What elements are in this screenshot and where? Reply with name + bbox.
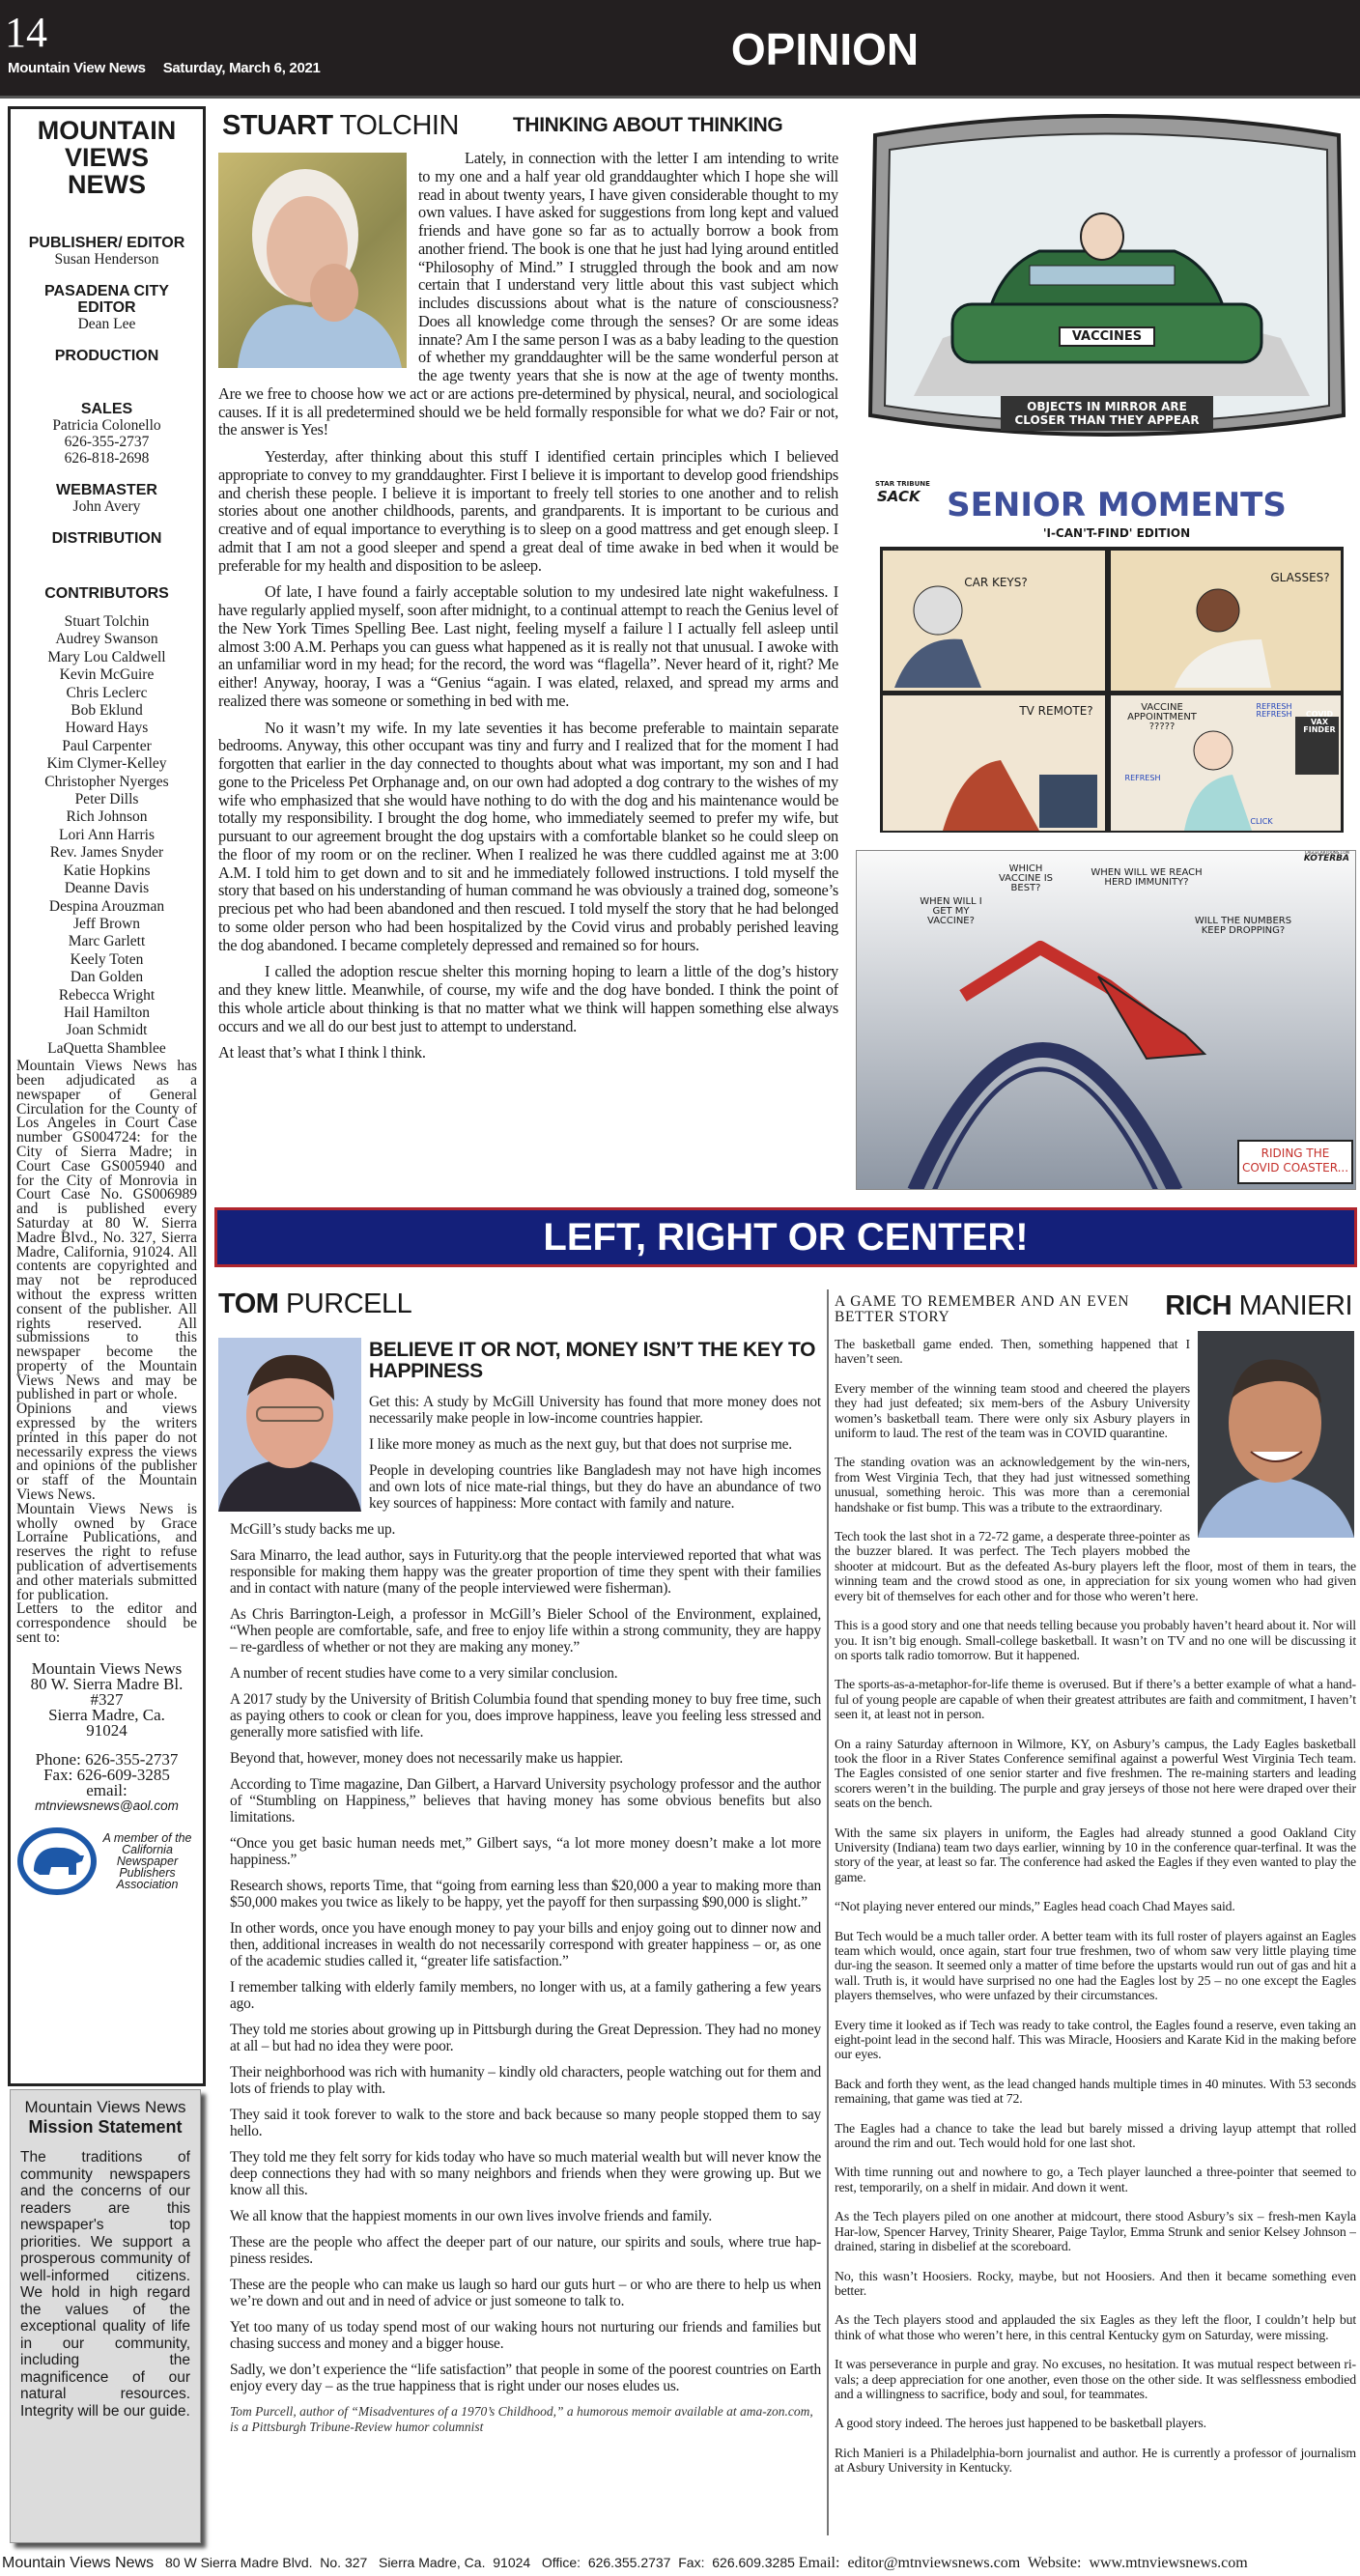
- paragraph: “Once you get basic human needs met,” Gilbert says, “a lot more money doesn’t make a lot more happiness.”: [230, 1835, 821, 1868]
- paragraph: Get this: A study by McGill University has found that more money does not necessarily make people in low-income countries happier.: [369, 1394, 821, 1427]
- section-title: OPINION: [730, 24, 920, 74]
- contributor-name: Hail Hamilton: [63, 1004, 151, 1021]
- contributor-name: Rich Johnson: [66, 808, 148, 826]
- paragraph: We all know that the happiest moments in our own lives involve friends and family.: [230, 2208, 712, 2224]
- article-body: [216, 1394, 821, 2394]
- contributor-name: Dan Golden: [70, 969, 144, 986]
- cnpa-member: [16, 1826, 197, 1896]
- author-photo: [218, 1338, 361, 1512]
- headline: A GAME TO REMEMBER AND AN EVEN BETTER STORY: [835, 1293, 1129, 1325]
- contributor-name: Kim Clymer-Kelley: [46, 755, 167, 773]
- contributor-name: Marc Garlett: [68, 933, 146, 950]
- contributor-name: Howard Hays: [65, 720, 149, 737]
- paragraph: Tech took the last shot in a 72-72 game, a desperate three-pointer as the buzzer blared. It was perfect. The Tech players mobbed the shooter at midcourt. But as the defeated As-bury players left the floor, most of them in tears, the winning team and the crowd stood as one, in appreciation for six young women who had given every bit of themselves for each other and for those who weren’t here.: [835, 1529, 1356, 1603]
- staff-phone: 626-355-2737: [64, 434, 150, 450]
- author-first: STUART: [222, 110, 333, 141]
- manieri-column: [835, 1287, 1356, 2547]
- author-photo: [1198, 1331, 1354, 1538]
- speech-bubble: VACCINE APPOINTMENT ?????: [1127, 702, 1197, 732]
- paragraph: The sports-as-a-metaphor-for-life theme is overused. But if there’s a better example of what a hand-ful of young people are capable of when their greatest attributes are faith and commitment, I haven’t seen it, at least not in person.: [835, 1677, 1356, 1722]
- page-header: [0, 0, 1360, 99]
- cartoon-title: SENIOR MOMENTS: [947, 486, 1287, 524]
- footer-contact[interactable]: Email: editor@mtnviewsnews.com Website: www.mtnviewsnews.com: [798, 2555, 1248, 2571]
- staff-role: PASADENA CITY EDITOR: [44, 283, 169, 316]
- cnpa-text: A member of the California Newspaper Publishers Association: [102, 1830, 192, 1891]
- paragraph: I called the adoption rescue shelter this morning hoping to learn a little of the dog’s history and they knew little. Meanwhile, of course, my wife and the dog have bonded. I think the point of this whole article about thinking is that no matter what we think will happen something else always occurs and we all do our best just to attempt to understand.: [218, 962, 838, 1035]
- footer-paper-name: Mountain Views News: [2, 2555, 155, 2571]
- address-line: Sierra Madre, Ca.: [48, 1705, 165, 1724]
- page-number: 14: [5, 9, 47, 56]
- paragraph: Yet too many of us today spend most of our waking hours not nurturing our friends and families but chasing success and money and a bigger house.: [230, 2319, 821, 2352]
- cartoon-senior-moments: [856, 475, 1356, 840]
- mission-title: Mission Statement: [28, 2117, 183, 2137]
- cartoon-caption: RIDING THE COVID COASTER...: [1241, 1146, 1349, 1175]
- staff-phone: 626-818-2698: [64, 450, 150, 467]
- staff-role: SALES: [80, 401, 133, 417]
- paragraph: Their neighborhood was rich with humanity – kindly old characters, people watching out for them and lots of friends to play with.: [230, 2064, 821, 2097]
- paragraph: People in developing countries like Bangladesh may not have high incomes and own lots of nice mate-rial things, but they do have an abundance of two key sources of happiness: More contact with family and nature.: [369, 1462, 821, 1512]
- paragraph: Back and forth they went, as the lead changed hands multiple times in 40 minutes. With 53 seconds remaining, that game was tied at 72.: [835, 2076, 1356, 2107]
- paragraph: According to Time magazine, Dan Gilbert, a Harvard University psychology professor and the author of “Stumbling on Happiness,” believes that having money has some obvious benefits but also limitations.: [230, 1776, 821, 1826]
- author-last: TOLCHIN: [339, 110, 459, 141]
- mirror-caption: OBJECTS IN MIRROR ARE CLOSER THAN THEY APPEAR: [1001, 396, 1213, 431]
- paragraph: They told me they felt sorry for kids today who have so much material wealth but will never know the deep connections they had with so many neighbors and friends when they were growing up. But we know all this.: [230, 2149, 821, 2198]
- staff-webmaster: [16, 482, 197, 515]
- purcell-column: [216, 1285, 821, 2545]
- staff-role: DISTRIBUTION: [51, 530, 162, 547]
- staff-production: [16, 348, 197, 364]
- paragraph: This is a good story and one that needs telling because you probably haven’t heard about it. Nor will you. It isn’t big enough. Small-college basketball. It wasn’t on TV and no one will be discussing it on sports talk radio tomorrow. But it happened.: [835, 1618, 1356, 1662]
- masthead-title: [16, 117, 197, 198]
- paragraph: With time running out and nowhere to go, a Tech player launched a three-pointer that seemed to rest, temporarily, on a shelf in midair. And down it went.: [835, 2165, 1356, 2194]
- paragraph: The standing ovation was an acknowledgement by the win-ners, from West Virginia Tech, that they had just witnessed something unusual, something heroic. This was more than a ceremonial handshake or fist bump. This was a tribute to the extraordinary.: [835, 1455, 1190, 1514]
- contributor-name: Mary Lou Caldwell: [47, 648, 166, 665]
- article-body: [218, 150, 838, 1071]
- staff-role: CONTRIBUTORS: [44, 585, 169, 602]
- contributor-name: Christopher Nyerges: [44, 773, 169, 790]
- contributor-name: Kevin McGuire: [59, 666, 155, 684]
- staff-name: Patricia Colonello: [52, 417, 161, 434]
- paragraph: As the Tech players stood and applauded the six Eagles as they left the floor, I couldn’t help but think of what those who weren’t here, in this central Kentucky gym on Saturday, were missing.: [835, 2312, 1356, 2342]
- page-footer: [0, 2550, 1360, 2575]
- staff-role: PRODUCTION: [54, 348, 159, 364]
- staff-pasadena-editor: [16, 283, 197, 332]
- contributor-name: Keely Toten: [70, 950, 144, 968]
- legal-paragraph: Mountain Views News has been adjudicated as a newspaper of General Circulation for the County of Los Angeles in Court Case number GS004724: for the City of Sierra Madre; in Court Case GS005940 and for the City of Monrovia in Court Case No. GS006989 and is published every Saturday at 80 W. Sierra Madre Blvd., No. 327, Sierra Madre, California, 91024. All contents are copyrighted and may not be reproduced without the express written consent of the publisher. All rights reserved. All submissions to this newspaper become the property of the Mountain Views News and may be published in part or whole.: [16, 1058, 197, 1403]
- paragraph: Every member of the winning team stood and cheered the players they had just defeated; six mem-bers of the Asbury University women’s basketball team. There were only six Asbury players in uniform to laud. The rest of the team was in COVID quarantine.: [835, 1380, 1190, 1441]
- paragraph: It was perseverance in purple and gray. No excuses, no hesitation. It was mutual respect between ri-vals; a deep appreciation for one another, even those on the other side. It was selflessness embodied and a willingness to sacrifice, body and soul, for teammates.: [835, 2357, 1356, 2401]
- paragraph: A number of recent studies have come to a very similar conclusion.: [230, 1665, 618, 1682]
- paragraph: But Tech would be a much taller order. A better team with its full roster of players against an Eagles team which would, once again, start four true freshmen, two of whom saw very little playing time dur-ing the season. It seemed only a matter of time before the upstarts would run out of gas and hit a wall. Truth is, it would have surprised no one had the Eagles lost by 25 – no one except the Eagles players themselves, who were unfazed by their circumstances.: [835, 1928, 1356, 2003]
- cartoon-sfx: REFRESH: [1124, 774, 1161, 782]
- contributor-name: Chris Leclerc: [66, 684, 148, 701]
- contributor-name: Stuart Tolchin: [64, 613, 150, 630]
- paragraph: I remember talking with elderly family members, no longer with us, at a family gathering a few years ago.: [230, 1979, 821, 2012]
- tolchin-column: [218, 104, 838, 1201]
- legal-paragraph: Mountain Views News is wholly owned by Grace Lorraine Publications, and reserves the right to refuse publication of advertisements and other materials submitted for publication.: [16, 1500, 197, 1603]
- staff-publisher: [16, 235, 197, 268]
- staff-name: John Avery: [72, 498, 141, 515]
- masthead-line: NEWS: [68, 170, 146, 199]
- section-banner: LEFT, RIGHT OR CENTER!: [214, 1207, 1357, 1267]
- paragraph: They said it took forever to walk to the store and back because so many people stopped them to say hello.: [230, 2107, 821, 2139]
- contributor-name: Katie Hopkins: [63, 862, 151, 879]
- contributor-name: Jeff Brown: [72, 915, 141, 932]
- speech-bubble: WHEN WILL WE REACH HERD IMMUNITY?: [1091, 867, 1203, 888]
- cartoon-subtitle: 'I-CAN'T-FIND' EDITION: [1042, 526, 1191, 540]
- email-label: email:: [86, 1780, 128, 1799]
- paragraph: Rich Manieri is a Philadelphia-born journalist and author. He is currently a professor of journalism at Asbury University in Kentucky.: [835, 2445, 1356, 2476]
- author-byline: [222, 110, 459, 142]
- paragraph: These are the people who affect the deeper part of our nature, our spirits and souls, where true hap-piness resides.: [230, 2234, 821, 2267]
- email-link[interactable]: mtnviewsnews@aol.com: [35, 1798, 179, 1813]
- paragraph: As Chris Barrington-Leigh, a professor in McGill’s Bieler School of the Environment, explained, “When people are comfortable, safe, and free to enjoy life within a strong community, they are happy – re-gardless of whether or not they are making any money.”: [230, 1606, 821, 1656]
- contributor-name: Rebecca Wright: [58, 986, 156, 1004]
- cartoon-credit: STAR TRIBUNE: [875, 480, 930, 488]
- paragraph: Lately, in connection with the letter I am intending to write to my one and a half year old granddaughter which I hope she will read in about twenty years, I have given considerable thought to my own values. I have asked for suggestions from long kept and valued friends and have gone so far as to actually borrow a book from another friend. The book is one that he just had lying around entitled “Philosophy of Mind.” I struggled through the book and am now certain that I understand very little about this vast subject which includes discussions about what is the nature of consciousness? Does all knowledge come through the senses? Or are some ideas innate? Am I the same person I was as a baby leading to the question of whether my granddaughter will be the same wonderful person at the age twenty years that she is now at the age of twenty months. Are we free to choose how we act or are actions pre-determined by physical, neural, and sociological causes. If it is all predetermined should we be held formally responsible for what we do? Fair or not, the answer is Yes!: [218, 149, 838, 439]
- contributor-name: Paul Carpenter: [62, 737, 152, 754]
- author-photo: [218, 153, 407, 368]
- contributor-name: Despina Arouzman: [48, 897, 165, 915]
- paragraph: I like more money as much as the next guy, but that does not surprise me.: [369, 1436, 792, 1453]
- masthead-sidebar: [8, 106, 206, 2086]
- address-line: Mountain Views News: [31, 1658, 183, 1678]
- speech-bubble: WHEN WILL I GET MY VACCINE?: [920, 896, 982, 926]
- staff-name: Dean Lee: [77, 316, 136, 332]
- paragraph: No it wasn’t my wife. In my late seventies it has become preferable to maintain separate bedrooms. Anyway, this other occupant was tiny and furry and I realized that for the moment I had forgotten that earlier in the day connected to thoughts about what was important, my son and I had gone to the Priceless Pet Orphanage and, on our own had adopted a dog contrary to the wishes of my wife who emphasized that she would have nothing to do with the dog and his maintenance would be totally my responsibility. I brought the dog home, who immediately seemed to prefer my wife, but pursuant to our agreement brought the dog upstairs with a comfortable blanket so he could sleep on the floor of my room or on the recliner. When I realized he was there cuddled against me at 3:00 A.M. I told him to get down and to sit and he immediately followed instructions. I told myself the story that based on his understanding of human command he was obviously a trained dog, someone’s precious pet who had been abandoned and then rescued. I told myself the story that he had belonged to some older person who had been hospitalized by the Covid virus and probably perished leaving the dog abandoned. I became completely depressed and remained so for hours.: [218, 718, 838, 954]
- legal-paragraph: Opinions and views expressed by the writers printed in this paper do not necessarily express the views and opinions of the publisher or staff of the Mountain Views News.: [16, 1401, 197, 1504]
- paragraph: Sara Minarro, the lead author, says in Futurity.org that the people interviewed reported that what was responsible for making them happy was the greater proportion of time they spent with their families and in contact with nature (many of the people interviewed were fisherman).: [230, 1547, 821, 1597]
- address-line: 80 W. Sierra Madre Bl.: [30, 1674, 184, 1693]
- paragraph: A 2017 study by the University of British Columbia found that spending money to buy free time, such as paying others to cook or clean for you, does improve happiness, leave you feeling less stressed and generally more satisfied with life.: [230, 1691, 821, 1741]
- contributor-name: Audrey Swanson: [55, 631, 158, 648]
- paragraph: Yesterday, after thinking about this stuff I identified certain principles which I believed appropriate to convey to my granddaughter. First I believe it is important to develop good friendships and cherish these people. I believe it is important to freely tell stories to one another and to relish stories about one another childhoods, parents, and grandparents. It is important to be curious and creative and of equal importance to everything is to sleep on a good mattress and get enough sleep. I admit that I am not a good sleeper and spend a great deal of time awake in bed when it would be preferable for my health and disposition to be asleep.: [218, 447, 838, 575]
- speech-bubble: TV REMOTE?: [1019, 704, 1093, 718]
- author-first: RICH: [1165, 1290, 1232, 1321]
- address-line: 91024: [86, 1720, 128, 1740]
- staff-role: PUBLISHER/ EDITOR: [28, 235, 185, 251]
- address-line: #327: [90, 1689, 124, 1709]
- cartoon-sfx: CLICK: [1250, 817, 1273, 826]
- mission-statement-box: [10, 2089, 201, 2543]
- contributor-name: Rev. James Snyder: [49, 844, 164, 862]
- headline: THINKING ABOUT THINKING: [513, 114, 783, 136]
- column-divider: [827, 1289, 829, 2535]
- paper-name: Mountain View News: [8, 60, 146, 76]
- contributor-name: Peter Dills: [74, 791, 139, 808]
- legal-notice: [16, 1060, 197, 1646]
- mission-paper: Mountain Views News: [24, 2098, 186, 2116]
- cartoon-covid-coaster: [856, 850, 1356, 1190]
- speech-bubble: WILL THE NUMBERS KEEP DROPPING?: [1194, 916, 1292, 936]
- contributor-name: Lori Ann Harris: [58, 826, 155, 843]
- screen-text: COVID VAX FINDER: [1303, 710, 1336, 734]
- list: [16, 613, 197, 1058]
- paragraph: They told me stories about growing up in Pittsburgh during the Great Depression. They had no money at all – but had no idea they were poor.: [230, 2022, 821, 2054]
- legal-paragraph: Letters to the editor and correspondence should be sent to:: [16, 1600, 197, 1647]
- author-last: PURCELL: [285, 1288, 412, 1319]
- paragraph: The Eagles had a chance to take the lead but barely missed a driving layup attempt that rolled around the rim and out. Tech would hold for one last shot.: [835, 2120, 1356, 2151]
- staff-contributors: [16, 585, 197, 1058]
- paragraph: At least that’s what I think l think.: [218, 1043, 426, 1062]
- paragraph: McGill’s study backs me up.: [230, 1521, 396, 1538]
- speech-bubble: WHICH VACCINE IS BEST?: [998, 863, 1054, 893]
- issue-date: Saturday, March 6, 2021: [162, 60, 321, 76]
- author-last: MANIERI: [1238, 1290, 1352, 1321]
- speech-bubble: GLASSES?: [1270, 571, 1330, 584]
- speech-bubble: CAR KEYS?: [964, 576, 1028, 589]
- paragraph: These are the people who can make us laugh so hard our guts hurt – or who are there to help us when we’re down and out and in need of advice or just someone to talk to.: [230, 2277, 821, 2309]
- masthead-line: MOUNTAIN: [37, 116, 177, 145]
- contributor-name: Bob Eklund: [71, 702, 143, 720]
- contributor-name: Joan Schmidt: [66, 1022, 148, 1039]
- author-bio: Tom Purcell, author of “Misadventures of a 1970’s Childhood,” a humorous memoir available at ama-zon.com, is a Pittsburgh Tribune-Review humor columnist: [230, 2404, 813, 2434]
- paragraph: Sadly, we don’t experience the “life satisfaction” that people in some of the poorest countries on Earth enjoy every day – as the true happiness that is right under our noses eludes us.: [230, 2362, 821, 2394]
- paragraph: No, this wasn’t Hoosiers. Rocky, maybe, but not Hoosiers. And then it became something even better.: [835, 2268, 1356, 2298]
- cartoon-rearview-mirror: [856, 106, 1356, 462]
- author-byline: [1165, 1290, 1352, 1322]
- cartoonist-signature: SACK: [877, 488, 921, 505]
- headline: BELIEVE IT OR NOT, MONEY ISN’T THE KEY TO HAPPINESS: [369, 1339, 816, 1382]
- contributor-name: Deanne Davis: [64, 880, 150, 897]
- paragraph: As the Tech players piled on one another at midcourt, there stood Asbury’s six – fresh-men Kayla Har-low, Spencer Harvey, Trinity Shearer, Paige Taylor, Emma Strunk and senior Kelsey Johnson – drained, staring in disbelief at the scoreboard.: [835, 2209, 1356, 2254]
- contributor-name: LaQuetta Shamblee: [47, 1039, 166, 1057]
- phone: Phone: 626-355-2737: [35, 1749, 179, 1769]
- author-byline: [218, 1288, 821, 1320]
- footer-address: 80 W Sierra Madre Blvd. No. 327 Sierra Madre, Ca. 91024 Office: 626.355.2737 Fax: 626.609.3285: [165, 2555, 795, 2570]
- cartoonist-signature: KOTERBA: [1303, 854, 1349, 863]
- staff-role: WEBMASTER: [56, 482, 157, 498]
- license-plate-text: VACCINES: [1059, 326, 1155, 347]
- author-first: TOM: [218, 1288, 279, 1319]
- cnpa-bear-logo-icon: [16, 1826, 98, 1896]
- cartoon-sfx: REFRESH REFRESH: [1256, 702, 1292, 719]
- paragraph: The basketball game ended. Then, something happened that I haven’t seen.: [835, 1337, 1190, 1367]
- mailing-address: [16, 1658, 197, 1799]
- paragraph: Of late, I have found a fairly acceptable solution to my undesired late night wakefulness. I have regularly applied myself, soon after midnight, to a continual attempt to reach the Genius level of the New York Times Spelling Bee. Last night, feeling myself a failure l I actually fell asleep until almost 3:00 A.M. Perhaps you can guess what happened as it is really not that unusual. I awoke with an unfamiliar word in my head; for the record, the word was “flagella”. Never heard of it, right? Me either! Anyway, hooray, I was a “Genius “again. I was elated, relaxed, and spread my arms and realized there was someone or something in bed with me.: [218, 582, 838, 710]
- cartoon-panels-icon: [856, 543, 1356, 837]
- cartoon-credit: CAGLECARTOONS.COM: [1304, 850, 1349, 855]
- staff-name: Susan Henderson: [54, 251, 159, 268]
- paragraph: Research shows, reports Time, that “going from earning less than $20,000 a year to making more than $50,000 makes you twice as likely to be happy, yet the payoff for then surpassing $90,000 is slight.”: [230, 1878, 821, 1911]
- paragraph: On a rainy Saturday afternoon in Wilmore, KY, on Asbury’s campus, the Lady Eagles basketball took the floor in a River States Conference semifinal against a powerful West Virginia Tech team. The Eagles consisted of one senior starter and five freshmen. The re-maining starters and leading scorers weren’t in the building. The purple and gray jerseys of those not here were draped over their seats on the bench.: [835, 1736, 1356, 1811]
- staff-distribution: [16, 530, 197, 547]
- paragraph: In other words, once you have enough money to pay your bills and enjoy going out to dinner now and then, additional increases in wealth do not necessarily correspond with greater happiness – or, as one of the academic studies called it, “greater life satisfaction.”: [230, 1920, 821, 1969]
- paragraph: A good story indeed. The heroes just happened to be basketball players.: [835, 2416, 1206, 2431]
- masthead-line: VIEWS: [64, 143, 149, 172]
- paragraph: With the same six players in uniform, the Eagles had already stunned a good Oakland City University (Indiana) team two days earlier, winning by 10 in the conference quar-terfinal. It was the story of the year, at least so far. The conference had asked the Eagles if they even wanted to play the game.: [835, 1825, 1356, 1884]
- paragraph: “Not playing never entered our minds,” Eagles head coach Chad Mayes said.: [835, 1899, 1235, 1914]
- fax: Fax: 626-609-3285: [43, 1765, 170, 1784]
- paragraph: Beyond that, however, money does not necessarily make us happier.: [230, 1750, 623, 1767]
- paragraph: Every time it looked as if Tech was ready to take control, the Eagles found a reserve, even taking an eight-point lead in the second half. This was Miracle, Hoosiers and Karate Kid in the making before our eyes.: [835, 2017, 1356, 2062]
- mission-body: The traditions of community newspapers and the concerns of our readers are this newspaper's top priorities. We support a prosperous community of well-informed citizens. We hold in high regard the values of the exceptional quality of life in our community, including the magnificence of our natural resources. Integrity will be our guide.: [20, 2149, 190, 2420]
- staff-sales: [16, 401, 197, 467]
